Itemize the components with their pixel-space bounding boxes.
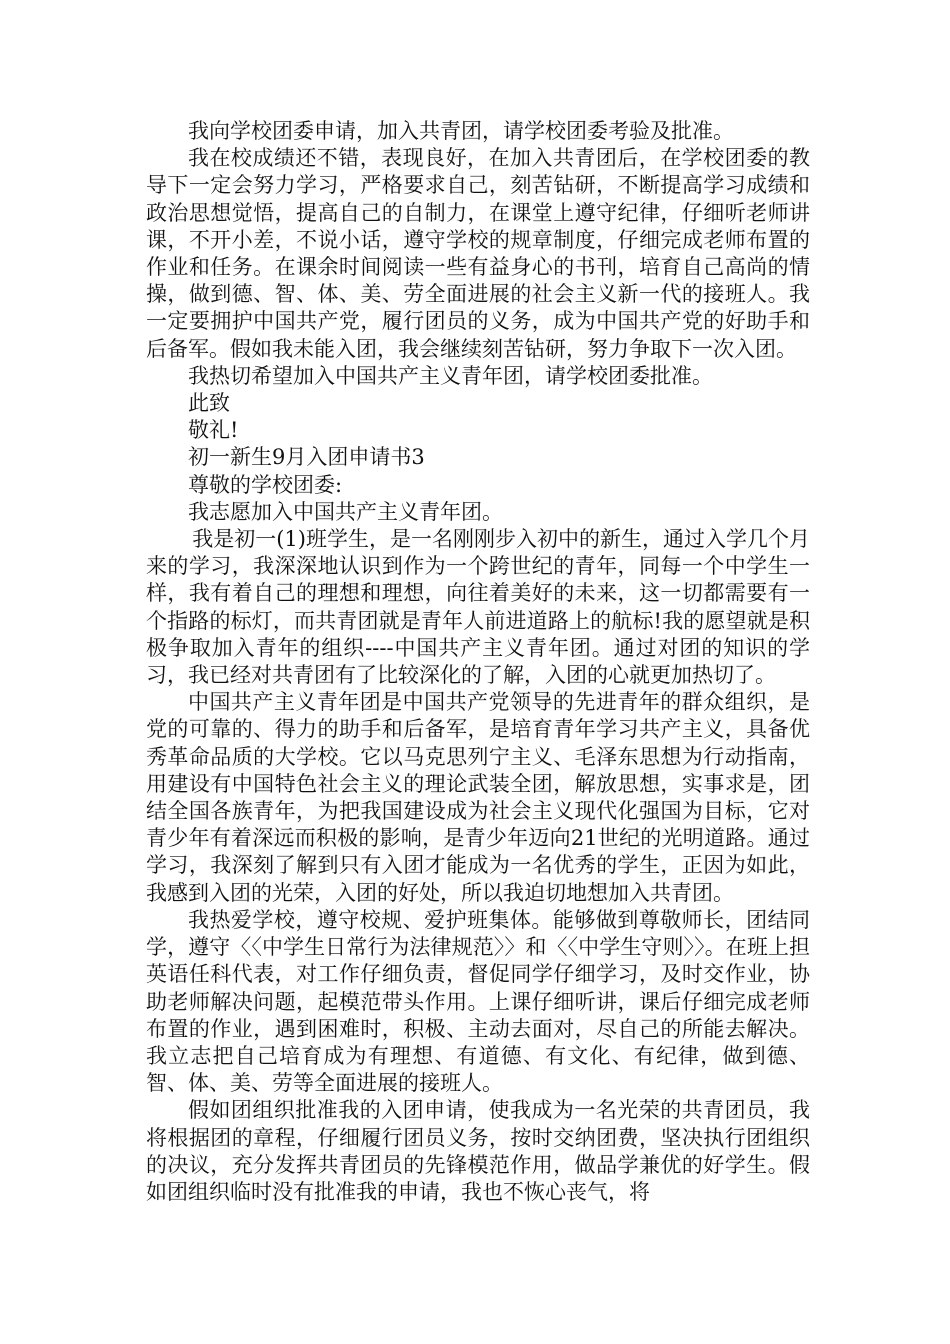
greeting: 尊敬的学校团委: — [188, 472, 343, 497]
paragraph-volunteer: 我志愿加入中国共产主义青年团。 — [188, 499, 503, 524]
paragraph-conduct: 我热爱学校，遵守校规、爱护班集体。能够做到尊敬师长，团结同学，遵守〈〈中学生日常行为法律规范〉〉和〈〈中学生守则〉〉。在班上担英语任科代表，对工作仔细负责，督促同学仔细学习，及时交作业，协助老师解决问题，起模范带头作用。上课仔细听讲，课后仔细完成老师布置的作业，遇到困难时，积极、主动去面对，尽自己的所能去解决。我立志把自己培育成为有理想、有道德、有文化、有纪律，做到德、智、体、美、劳等全面进展的接班人。 — [146, 907, 810, 1096]
closing-regards: 敬礼! — [188, 418, 239, 443]
paragraph-introduction: 我是初一(1)班学生，是一名刚刚步入初中的新生，通过入学几个月来的学习，我深深地认识到作为一个跨世纪的青年，同每一个中学生一样，我有着自己的理想和理想，向往着美好的未来，这一切都需要有一个指路的标灯，而共青团就是青年人前进道路上的航标!我的愿望就是积极争取加入青年的组织----中国共产主义青年团。通过对团的知识的学习，我已经对共青团有了比较深化的了解，入团的心就更加热切了。 — [146, 527, 810, 688]
paragraph-performance: 我在校成绩还不错，表现良好，在加入共青团后，在学校团委的教导下一定会努力学习，严格要求自己，刻苦钻研，不断提高学习成绩和政治思想觉悟，提高自己的自制力，在课堂上遵守纪律，仔细听老师讲课，不开小差，不说小话，遵守学校的规章制度，仔细完成老师布置的作业和任务。在课余时间阅读一些有益身心的书刊，培育自己高尚的情操，做到德、智、体、美、劳全面进展的社会主义新一代的接班人。我一定要拥护中国共产党，履行团员的义务，成为中国共产党的好助手和后备军。假如我未能入团，我会继续刻苦钻研，努力争取下一次入团。 — [146, 146, 810, 361]
paragraph-request: 我向学校团委申请，加入共青团，请学校团委考验及批准。 — [188, 119, 734, 143]
paragraph-league-description: 中国共产主义青年团是中国共产党领导的先进青年的群众组织，是党的可靠的、得力的助手和后备军，是培育青年学习共产主义，具备优秀革命品质的大学校。它以马克思列宁主义、毛泽东思想为行动指南，用建设有中国特色社会主义的理论武装全团，解放思想，实事求是，团结全国各族青年，为把我国建设成为社会主义现代化强国为目标，它对青少年有着深远而积极的影响，是青少年迈向21世纪的光明道路。通过学习，我深刻了解到只有入团才能成为一名优秀的学生，正因为如此，我感到入团的光荣，入团的好处，所以我迫切地想加入共青团。 — [146, 690, 810, 905]
closing-salutation: 此致 — [188, 391, 230, 416]
document-page — [146, 118, 810, 1206]
paragraph-hope: 我热切希望加入中国共产主义青年团，请学校团委批准。 — [188, 363, 713, 388]
section-title: 初一新生9月入团申请书3 — [188, 445, 425, 470]
paragraph-commitment: 假如团组织批准我的入团申请，使我成为一名光荣的共青团员，我将根据团的章程，仔细履行团员义务，按时交纳团费，坚决执行团组织的决议，充分发挥共青团员的先锋模范作用，做品学兼优的好学生。假如团组织临时没有批准我的申请，我也不恢心丧气，将 — [146, 1098, 810, 1204]
